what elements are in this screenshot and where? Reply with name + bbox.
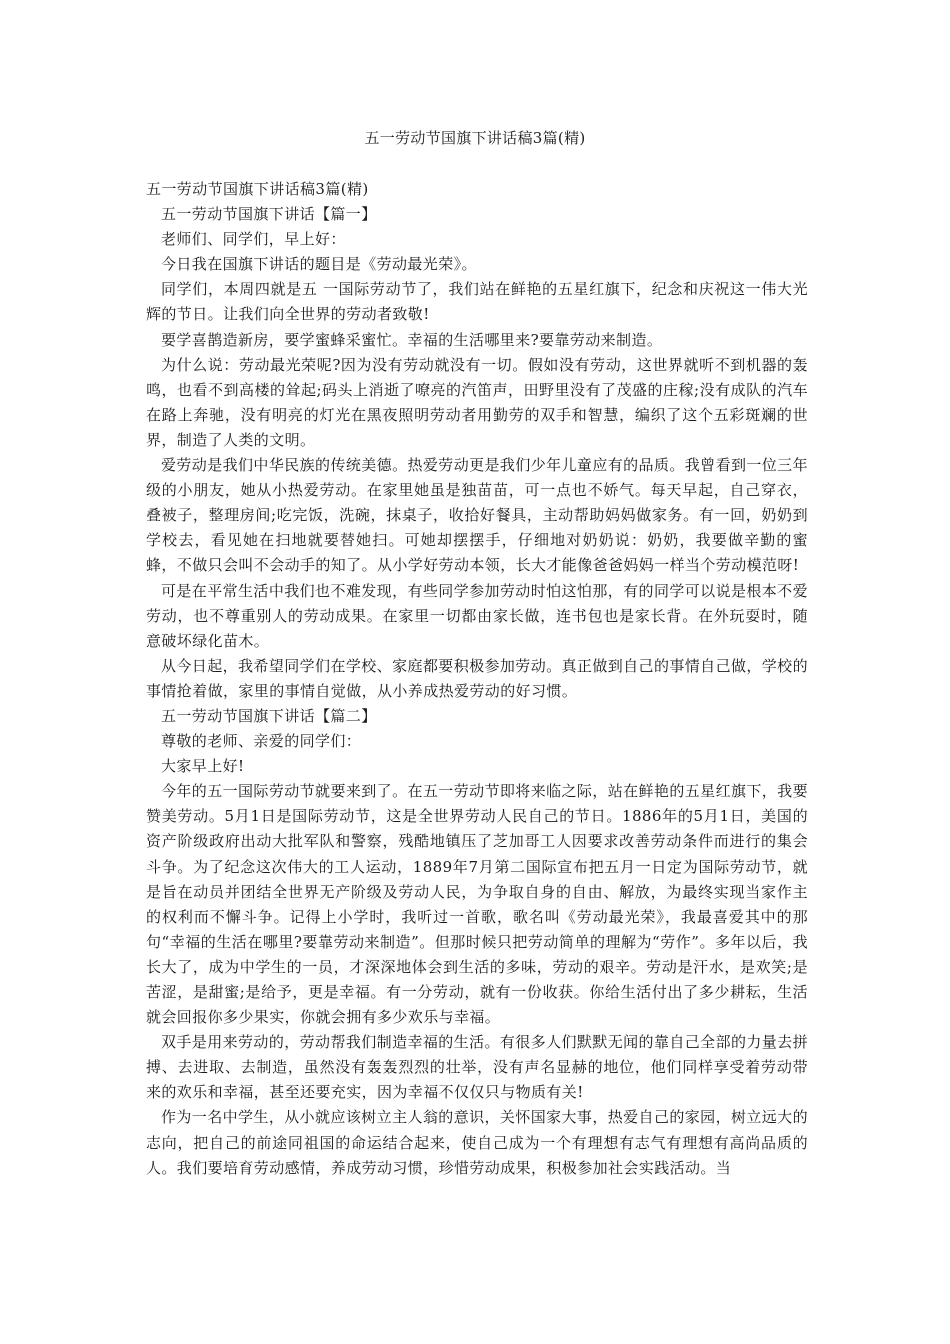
section-heading-1: 五一劳动节国旗下讲话【篇一】 bbox=[161, 205, 377, 224]
paragraph: 从今日起，我希望同学们在学校、家庭都要积极参加劳动。真正做到自己的事情自己做，学校的事情抢着做，家里的事情自觉做，从小养成热爱劳动的好习惯。 bbox=[146, 656, 808, 700]
paragraph: 爱劳动是我们中华民族的传统美德。热爱劳动更是我们少年儿童应有的品质。我曾看到一位三年级的小朋友，她从小热爱劳动。在家里她虽是独苗苗，可一点也不娇气。每天早起，自己穿衣，叠被子，整理房间;吃完饭，洗碗，抹桌子，收拾好餐具，主动帮助妈妈做家务。有一回，奶奶到学校去，看见她在扫地就要替她扫。可她却摆摆手，仔细地对奶奶说：奶奶，我要做辛勤的蜜蜂，不做只会叫不会动手的知了。从小学好劳动本领，长大才能像爸爸妈妈一样当个劳动模范呀! bbox=[146, 456, 808, 575]
paragraph: 老师们、同学们，早上好： bbox=[161, 230, 346, 249]
document-body bbox=[146, 177, 808, 1181]
paragraph: 可是在平常生活中我们也不难发现，有些同学参加劳动时怕这怕那，有的同学可以说是根本不爱劳动，也不尊重别人的劳动成果。在家里一切都由家长做，连书包也是家长背。在外玩耍时，随意破坏绿化苗木。 bbox=[146, 581, 808, 650]
document-title: 五一劳动节国旗下讲话稿3篇(精) bbox=[364, 129, 586, 147]
paragraph: 尊敬的老师、亲爱的同学们： bbox=[161, 732, 362, 751]
paragraph: 大家早上好! bbox=[161, 757, 245, 776]
document-heading: 五一劳动节国旗下讲话稿3篇(精) bbox=[146, 180, 369, 198]
paragraph: 双手是用来劳动的，劳动帮我们制造幸福的生活。有很多人们默默无闻的靠自己全部的力量去拼搏、去进取、去制造，虽然没有轰轰烈烈的壮举，没有声名显赫的地位，他们同样享受着劳动带来的欢乐和幸福，甚至还要充实，因为幸福不仅仅只与物质有关! bbox=[146, 1033, 808, 1102]
section-heading-2: 五一劳动节国旗下讲话【篇二】 bbox=[161, 706, 377, 725]
paragraph: 同学们，本周四就是五 一国际劳动节了，我们站在鲜艳的五星红旗下，纪念和庆祝这一伟大光辉的节日。让我们向全世界的劳动者致敬! bbox=[146, 280, 808, 324]
paragraph: 要学喜鹊造新房，要学蜜蜂采蜜忙。幸福的生活哪里来?要靠劳动来制造。 bbox=[161, 330, 663, 349]
paragraph: 作为一名中学生，从小就应该树立主人翁的意识，关怀国家大事，热爱自己的家园，树立远大的志向，把自己的前途同祖国的命运结合起来，使自己成为一个有理想有志气有理想有高尚品质的人。我们要培育劳动感情，养成劳动习惯，珍惜劳动成果，积极参加社会实践活动。当 bbox=[146, 1108, 808, 1177]
paragraph: 今日我在国旗下讲话的题目是《劳动最光荣》。 bbox=[161, 255, 477, 274]
paragraph: 为什么说：劳动最光荣呢?因为没有劳动就没有一切。假如没有劳动，这世界就听不到机器的轰鸣，也看不到高楼的耸起;码头上消逝了嘹亮的汽笛声，田野里没有了茂盛的庄稼;没有成队的汽车在路上奔驰，没有明亮的灯光在黑夜照明劳动者用勤劳的双手和智慧，编织了这个五彩斑斓的世界，制造了人类的文明。 bbox=[146, 355, 808, 449]
paragraph: 今年的五一国际劳动节就要来到了。在五一劳动节即将来临之际，站在鲜艳的五星红旗下，我要赞美劳动。5月1日是国际劳动节，这是全世界劳动人民自己的节日。1886年的5月1日，美国的资产阶级政府出动大批军队和警察，残酷地镇压了芝加哥工人因要求改善劳动条件而进行的集会斗争。为了纪念这次伟大的工人运动，1889年7月第二国际宣布把五月一日定为国际劳动节，就是旨在动员并团结全世界无产阶级及劳动人民，为争取自身的自由、解放，为最终实现当家作主的权利而不懈斗争。记得上小学时，我听过一首歌，歌名叫《劳动最光荣》，我最喜爱其中的那句“幸福的生活在哪里?要靠劳动来制造”。但那时候只把劳动简单的理解为“劳作”。多年以后，我长大了，成为中学生的一员，才深深地体会到生活的多味，劳动的艰辛。劳动是汗水，是欢笑;是苦涩，是甜蜜;是给予，更是幸福。有一分劳动，就有一份收获。你给生活付出了多少耕耘，生活就会回报你多少果实，你就会拥有多少欢乐与幸福。 bbox=[146, 782, 808, 1027]
